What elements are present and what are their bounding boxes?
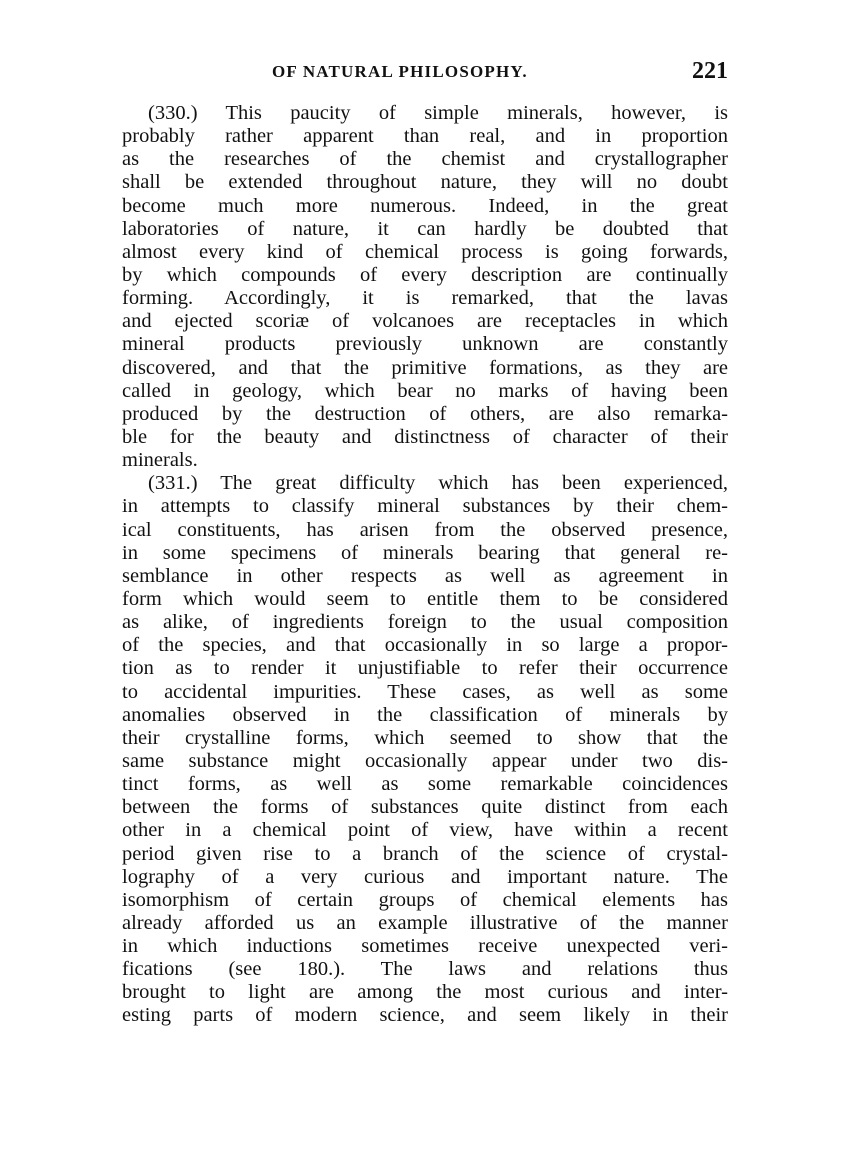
running-head [122,58,728,88]
body-text [122,102,728,1028]
text-line: in some specimens of minerals bearing that general re- [122,541,728,564]
text-line: laboratories of nature, it can hardly be doubted that [122,217,728,240]
text-line: in which inductions sometimes receive unexpected veri- [122,935,728,958]
text-line: (331.) The great difficulty which has been experienced, [148,472,728,495]
text-line: produced by the destruction of others, are also remarka- [122,402,728,425]
text-line: same substance might occasionally appear under two dis- [122,749,728,772]
text-line: semblance in other respects as well as agreement in [122,564,728,587]
text-line: of the species, and that occasionally in so large a propor- [122,634,728,657]
text-line: ble for the beauty and distinctness of character of their [122,425,728,448]
text-line: almost every kind of chemical process is going forwards, [122,240,728,263]
text-line: mineral products previously unknown are constantly [122,333,728,356]
text-line: esting parts of modern science, and seem likely in their [122,1004,728,1027]
text-line: minerals. [122,449,198,472]
text-line: discovered, and that the primitive formations, as they are [122,356,728,379]
text-line: period given rise to a branch of the science of crystal- [122,842,728,865]
text-line: in attempts to classify mineral substances by their chem- [122,495,728,518]
text-line: already afforded us an example illustrative of the manner [122,911,728,934]
text-line: called in geology, which bear no marks of having been [122,379,728,402]
text-line: fications (see 180.). The laws and relations thus [122,958,728,981]
text-line: their crystalline forms, which seemed to show that the [122,726,728,749]
text-line: shall be extended throughout nature, they will no doubt [122,171,728,194]
text-line: to accidental impurities. These cases, as well as some [122,680,728,703]
text-line: by which compounds of every description are continually [122,263,728,286]
text-line: anomalies observed in the classification of minerals by [122,703,728,726]
text-line: (330.) This paucity of simple minerals, however, is [148,102,728,124]
text-line: become much more numerous. Indeed, in the great [122,194,728,217]
text-line: ical constituents, has arisen from the observed presence, [122,518,728,541]
text-line: and ejected scoriæ of volcanoes are receptacles in which [122,310,728,333]
text-line: between the forms of substances quite distinct from each [122,796,728,819]
page-number: 221 [692,58,728,84]
text-line: forming. Accordingly, it is remarked, that the lavas [122,287,728,310]
running-head-title: OF NATURAL PHILOSOPHY. [272,62,528,81]
text-line: tinct forms, as well as some remarkable coincidences [122,773,728,796]
text-line: lography of a very curious and important nature. The [122,865,728,888]
text-line: other in a chemical point of view, have within a recent [122,819,728,842]
text-line: tion as to render it unjustifiable to refer their occurrence [122,657,728,680]
text-line: probably rather apparent than real, and in proportion [122,125,728,148]
text-line: isomorphism of certain groups of chemical elements has [122,888,728,911]
text-line: brought to light are among the most curious and inter- [122,981,728,1004]
text-line: as alike, of ingredients foreign to the usual composition [122,611,728,634]
text-line: as the researches of the chemist and crystallographer [122,148,728,171]
text-line: form which would seem to entitle them to be considered [122,587,728,610]
